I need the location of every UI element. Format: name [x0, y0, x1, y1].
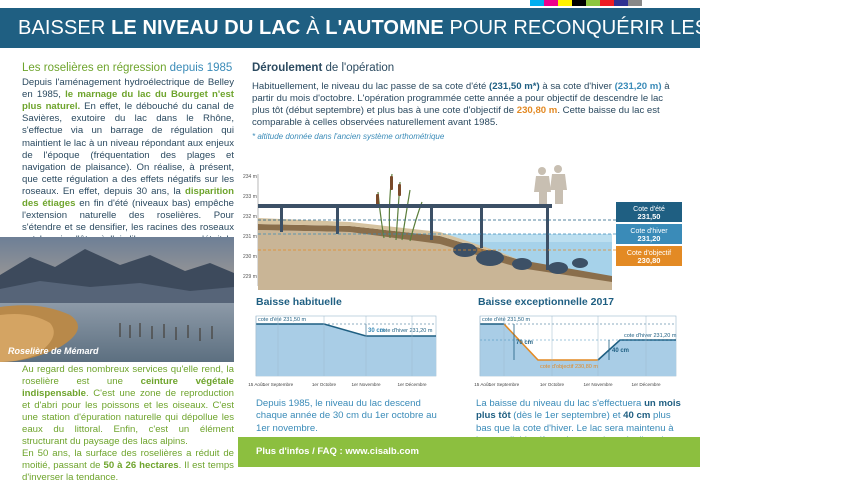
- operation-paragraph: Habituellement, le niveau du lac passe de sa cote d'été (231,50 m*) à sa cote d'hiver (231,20 m) à partir du mois d'octobre. L'opération programmée cette année a pour objectif de descendre le lac plus tôt (début septembre) et plus bas à une cote d'objectif de 230,80 m. Cette baisse du lac est comparable à celles observées naturellement avant 1985.: [252, 81, 670, 129]
- right-column-text: [252, 62, 682, 144]
- altitude-note: * altitude donnée dans l'ancien système orthométrique: [252, 132, 445, 142]
- drop-40-label: 40 cm: [612, 348, 630, 354]
- x-tick: 1er Octobre: [311, 382, 337, 387]
- footer-text[interactable]: Plus d'infos / FAQ : www.cisalb.com: [256, 446, 419, 457]
- target-level-value: 230,80: [637, 256, 661, 265]
- y-tick: 232 m: [243, 214, 257, 220]
- lake-cross-section: [240, 168, 690, 290]
- operation-title: Déroulement de l'opération: [252, 62, 395, 74]
- winter-label: cote d'hiver 231,20 m: [624, 333, 677, 339]
- summer-label: cote d'été 231,50 m: [258, 317, 307, 323]
- x-tick: 1er Octobre: [539, 382, 565, 387]
- x-tick: 15 Août: [474, 382, 490, 387]
- summer-label: cote d'été 231,50 m: [482, 317, 531, 323]
- winter-level-label: Cote d'hiver: [630, 228, 668, 235]
- photo-caption: Roselière de Mémard: [8, 346, 99, 356]
- x-tick: 1er Décembre: [397, 382, 427, 387]
- target-label: cote d'objectif 230,80 m: [540, 364, 598, 370]
- services-paragraph: Au regard des nombreux services qu'elle rend, la roselière est une ceinture végétale indispensable. C'est une zone de reproduction et d'abri pour les poissons et les oiseaux. C'est une station d'épuration naturelle qui dépollue les eaux du littoral. Enfin, c'est un élément structurant du paysage des lacs alpins.: [22, 364, 234, 447]
- chart-usual-drop: [248, 310, 438, 392]
- y-tick: 233 m: [243, 194, 257, 200]
- target-level-label: Cote d'objectif: [626, 250, 672, 257]
- summer-level-label: Cote d'été: [633, 206, 665, 213]
- left-section-title: Les roselières en régression depuis 1985: [22, 62, 233, 74]
- drop-label: 30 cm: [368, 328, 386, 334]
- x-tick: 1er Décembre: [631, 382, 661, 387]
- winter-label: cote d'hiver 231,20 m: [380, 328, 433, 334]
- x-tick: 1er Novembre: [351, 382, 381, 387]
- y-tick: 229 m: [243, 274, 257, 280]
- y-tick: 231 m: [243, 234, 257, 240]
- x-tick: 1er Septembre: [262, 382, 294, 387]
- summer-level-value: 231,50: [637, 212, 661, 221]
- chart-left-description: Depuis 1985, le niveau du lac descend chaque année de 30 cm du 1er octobre au 1er novembre.: [256, 398, 437, 434]
- winter-level-value: 231,20: [637, 234, 661, 243]
- reedbed-photo: [0, 237, 234, 362]
- chart-right-title: Baisse exceptionnelle 2017: [478, 296, 614, 308]
- surface-paragraph: En 50 ans, la surface des roselières a réduit de moitié, passant de 50 à 26 hectares. Il est temps d'inverser la tendance.: [22, 448, 234, 483]
- left-paragraph: Depuis l'aménagement hydroélectrique de Belley en 1985, le marnage du lac du Bourget n'est plus naturel. En effet, le débouché du canal de Savières, exutoire du lac dans le Rhône, s'effectue via un barrage de régulation qui maintient le lac à un niveau répondant aux enjeux de l'époque (fréquentation des plages et navigation de plaisance). On réalise, à présent, que cette régulation a des effets négatifs sur les roseaux. En effet, depuis 30 ans, la disparition des étiages en fin d'été (niveaux bas) empêche l'extension naturelle des roselières. Pour s'étendre et se densifier, les racines des roseaux: [22, 77, 234, 234]
- y-tick: 230 m: [243, 254, 257, 260]
- print-color-strip: [0, 0, 700, 8]
- x-tick: 1er Novembre: [583, 382, 613, 387]
- chart-exceptional-drop: [474, 310, 684, 392]
- x-tick: 15 Août: [248, 382, 264, 387]
- footer-link-bar[interactable]: [238, 437, 700, 467]
- chart-right-description: La baisse du niveau du lac s'effectuera un mois plus tôt (dès le 1er septembre) et 40 cm plus bas que la cote d'hiver. Le lac sera maintenu à: [476, 398, 681, 434]
- chart-left-title: Baisse habituelle: [256, 296, 342, 308]
- x-tick: 1er Septembre: [488, 382, 520, 387]
- left-column-text-2: [22, 364, 234, 484]
- y-tick: 234 m: [243, 174, 257, 180]
- page-header: BAISSER LE NIVEAU DU LAC À L'AUTOMNE POUR RECONQUÉRIR LES ROSELIÈRES: [0, 8, 700, 48]
- left-column-text: [22, 62, 234, 259]
- drop-70-label: 70 cm: [516, 340, 534, 346]
